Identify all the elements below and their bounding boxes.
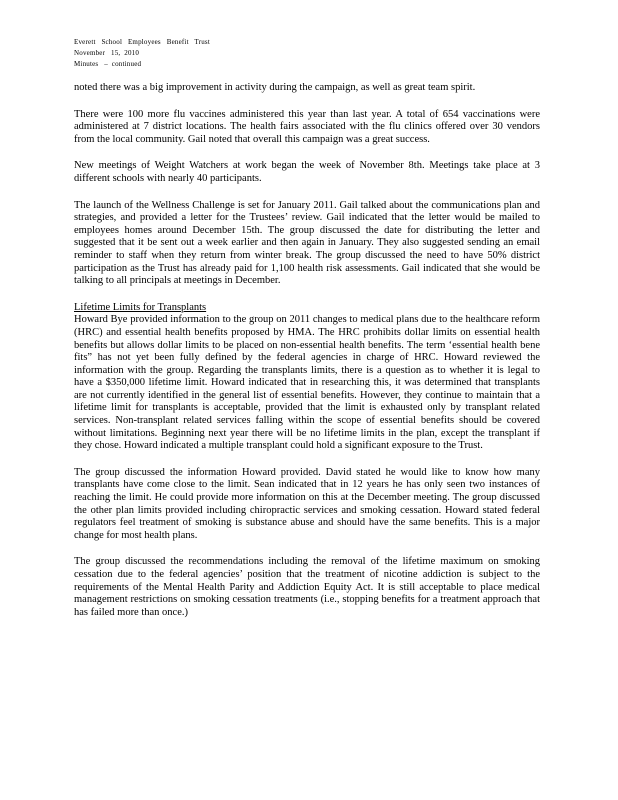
paragraph-flu-vaccines: There were 100 more flu vaccines administered this year than last year. A total of 654 vaccinations were administered at 7 district locations. The health fairs associated with the flu clinics offered over 30 vendors from the local community. Gail noted that overall this campaign was a great success. <box>74 108 540 145</box>
paragraph-recommendations: The group discussed the recommendations including the removal of the lifetime maximum on smoking cessation due to the federal agencies’ position that the treatment of nicotine addiction is subject to the requirements of the Mental Health Parity and Addiction Equity Act. It is still acceptable to place medical management restrictions on smoking cessation treatments (i.e., stopping benefits for a treatment approach that has failed more than once.) <box>74 556 540 618</box>
paragraph-weight-watchers: New meetings of Weight Watchers at work began the week of November 8th. Meetings take place at 3 different schools with nearly 40 participants. <box>74 160 540 184</box>
paragraph-wellness-challenge: The launch of the Wellness Challenge is set for January 2011. Gail talked about the communications plan and strategies, and provided a letter for the Trustees’ review. Gail indicated that the letter would be mailed to employees homes around December 15th. The group discussed the date for distributing the letter and suggested that it be sent out a week earlier and then again in January. They also suggested sending an email reminder to staff when they return from winter break. The group discussed the need to have 50% district participation as the Trust has already paid for 1,100 health risk assessments. Gail indicated that she would be talking to all principals at meetings in December. <box>74 199 540 287</box>
section-heading-wrap <box>74 302 540 315</box>
section-heading: Lifetime Limits for Transplants <box>74 301 207 313</box>
header-minutes-continued: Minutes – continued <box>74 60 142 68</box>
header-date: November 15, 2010 <box>74 49 140 57</box>
header-trust-name: Everett School Employees Benefit Trust <box>74 38 210 46</box>
paragraph-group-discussion: The group discussed the information Howard provided. David stated he would like to know how many transplants have come close to the limit. Sean indicated that in 12 years he has only seen two instances of reaching the limit. He could provide more information on this at the December meeting. The group discussed the other plan limits provided including chiropractic services and smoking cessation. Howard stated federal regulators feel treatment of smoking is substance abuse and should have the same benefits. This is a major change for most health plans. <box>74 466 540 541</box>
paragraph-transplant-limits: Howard Bye provided information to the group on 2011 changes to medical plans due to the healthcare reform (HRC) and essential health benefits proposed by HMA. The HRC prohibits dollar limits on essential health benefits but allows dollar limits to be placed on non-essential health benefits. The term ‘essential health bene fits” has not yet been fully defined by the federal agencies in charge of HRC. Howard reviewed the information with the group. Regarding the transplants limits, there is a question as to whether it is legal to have a $350,000 lifetime limit. Howard indicated that in researching this, it was determined that transplants are not currently identified in the general list of essential benefits. However, they continue to maintain that a lifetime limit for transplants is acceptable, provided that the limit is exhausted only by transplant related services. Non-transplant related services falling within the scope of essential benefits should be covered without limitations. Beginning next year there will be no lifetime limits in the plan, except the transplant if they chose. Howard indicated a multiple transplant could hold a significant exposure to the Trust. <box>74 314 540 452</box>
section-lifetime-limits <box>74 302 540 620</box>
minutes-body <box>74 82 540 633</box>
paragraph-campaign-spirit: noted there was a big improvement in activity during the campaign, as well as great team spirit. <box>74 82 476 93</box>
